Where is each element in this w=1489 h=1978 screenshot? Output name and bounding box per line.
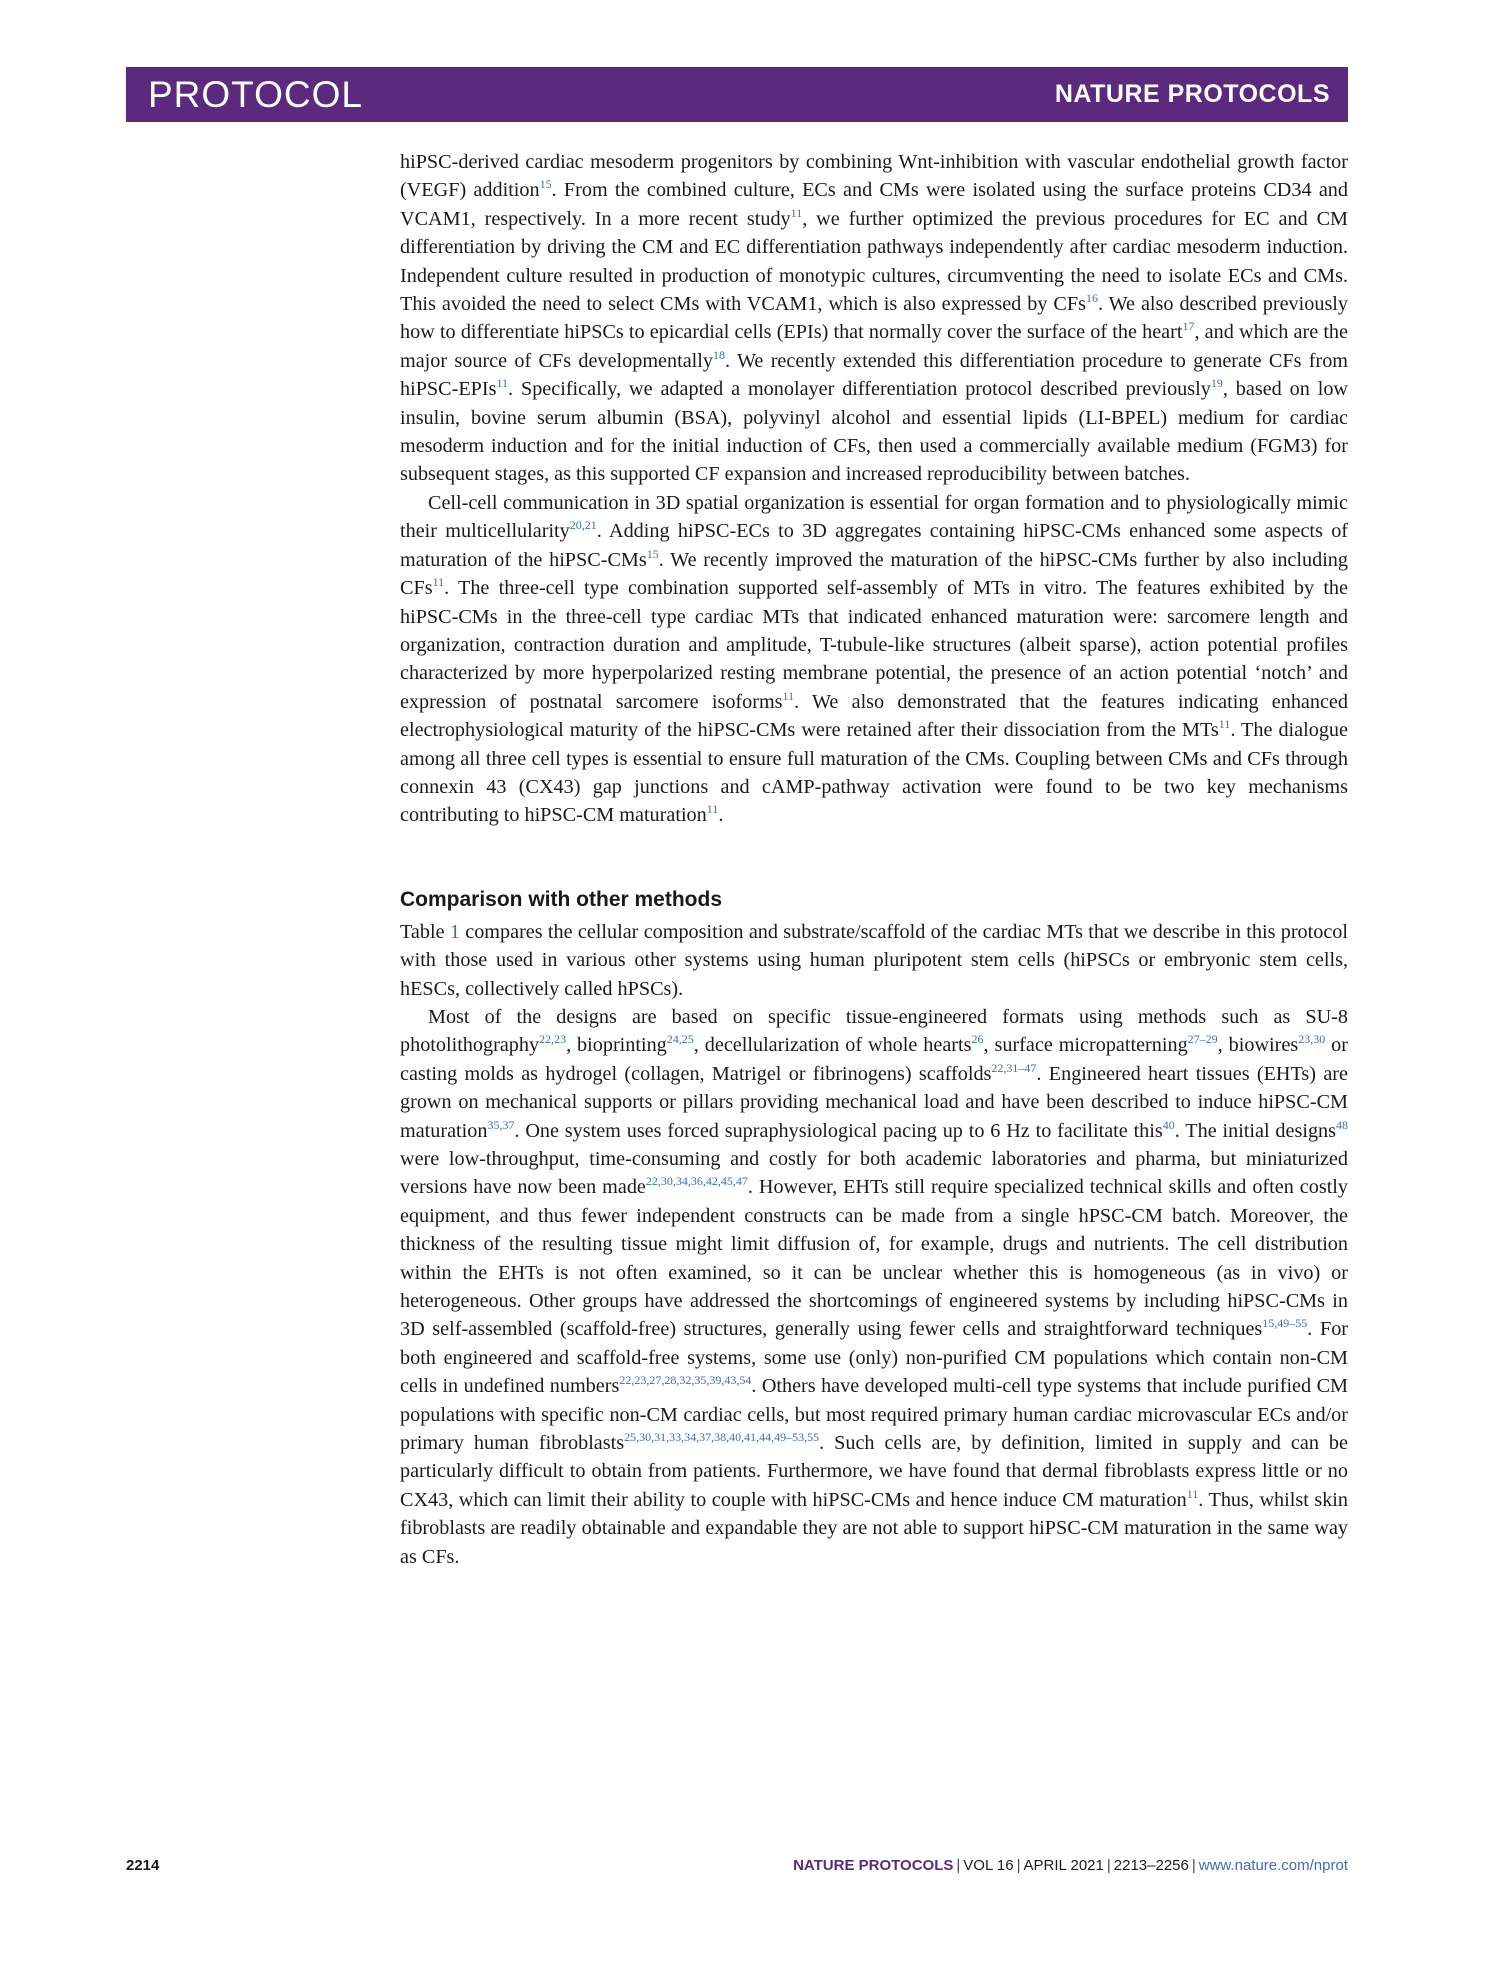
citation-ref[interactable]: 15 [646,546,659,561]
body-paragraph: Table 1 compares the cellular composition and substrate/scaffold of the cardiac MTs that we describe in this protocol with those used in various other systems using human pluripotent stem cells (hiPSCs or embryonic stem cells, hESCs, collectively called hPSCs). [400,920,1349,1000]
section-type-label: PROTOCOL [148,73,363,115]
journal-url-link[interactable]: www.nature.com/nprot [1198,1857,1348,1874]
section-heading: Comparison with other methods [400,887,723,911]
citation-ref[interactable]: 25,30,31,33,34,37,38,40,41,44,49–53,55 [624,1430,820,1445]
citation-ref[interactable]: 11 [790,205,803,220]
citation-ref[interactable]: 35,37 [487,1117,515,1132]
citation-ref[interactable]: 19 [1210,376,1223,391]
citation-ref[interactable]: 22,23 [539,1032,567,1047]
citation-ref[interactable]: 18 [712,347,725,362]
citation-ref[interactable]: 11 [706,802,719,817]
body-paragraph: hiPSC-derived cardiac mesoderm progenitors by combining Wnt-inhibition with vascular endothelial growth factor (VEGF) addition$^{15}$. From the combined culture, ECs and CMs were isolated using the surface proteins CD34 and VCAM1, respectively. In a more recent study$^{11}$, we further optimized the previous procedures for EC and CM differentiation by driving the CM and EC differentiation pathways independently after cardiac mesoderm induction. Independent culture resulted in production of monotypic cultures, circumventing the need to isolate ECs and CMs. This avoided the need to select CMs with VCAM1, which is also expressed by CFs$^{16}$. We also described previously how to differentiate hiPSCs to epicardial cells (EPIs) that normally cover the surface of the heart$^{17}$, and which are the major source of CFs developmentally$^{18}$. We recently extended this differentiation procedure to generate CFs from hiPSC-EPIs$^{11}$. Specifically, we adapted a monolayer differentiation protocol described previously$^{19}$, based on low insulin, bovine serum albumin (BSA), polyvinyl alcohol and essential lipids (LI-BPEL) medium for cardiac mesoderm induction and for the initial induction of CFs, then used a commercially available medium (FGM3) for subsequent stages, as this supported CF expansion and increased reproducibility between batches. [400,151,1349,486]
citation-ref[interactable]: 23,30 [1298,1032,1326,1047]
citation-ref[interactable]: 24,25 [666,1032,694,1047]
page-footer [126,1857,1348,1874]
page-number: 2214 [126,1857,160,1874]
citation-ref[interactable]: 26 [971,1032,984,1047]
citation-ref[interactable]: 16 [1085,291,1098,306]
body-paragraph: Cell-cell communication in 3D spatial organization is essential for organ formation and to physiologically mimic their multicellularity$^{20,21}$. Adding hiPSC-ECs to 3D aggregates containing hiPSC-CMs enhanced some aspects of maturation of the hiPSC-CMs$^{15}$. We recently improved the maturation of the hiPSC-CMs further by also including CFs$^{11}$. The three-cell type combination supported self-assembly of MTs in vitro. The features exhibited by the hiPSC-CMs in the three-cell type cardiac MTs that indicated enhanced maturation were: sarcomere length and organization, contraction duration and amplitude, T-tubule-like structures (albeit sparse), action potential profiles characterized by more hyperpolarized resting membrane potential, the presence of an action potential ‘notch’ and expression of postnatal sarcomere isoforms$^{11}$. We also demonstrated that the features indicating enhanced electrophysiological maturity of the hiPSC-CMs were retained after their dissociation from the MTs$^{11}$. The dialogue among all three cell types is essential to ensure full maturation of the CMs. Coupling between CMs and CFs through connexin 43 (CX43) gap junctions and cAMP-pathway activation were found to be two key mechanisms contributing to hiPSC-CM maturation$^{11}$. [400,491,1349,827]
footer-volume: VOL 16 [963,1857,1014,1874]
body-paragraph: Most of the designs are based on specific tissue-engineered formats using methods such as SU-8 photolithography$^{22,23}$, bioprinting$^{24,25}$, decellularization of whole hearts$^{26}$, surface micropatterning$^{27-29}$, biowires$^{23,30}$ or casting molds as hydrogel (collagen, Matrigel or fibrinogens) scaffolds$^{22,31-47}$. Engineered heart tissues (EHTs) are grown on mechanical supports or pillars providing mechanical load and have been described to induce hiPSC-CM maturation$^{35,37}$. One system uses forced supraphysiological pacing up to 6 Hz to facilitate this$^{40}$. The initial designs$^{48}$ were low-throughput, time-consuming and costly for both academic laboratories and pharma, but miniaturized versions have now been made$^{22,30,34,36,42,45,47}$. However, EHTs still require specialized technical skills and often costly equipment, and thus fewer independent constructs can be made from a single hPSC-CM batch. Moreover, the thickness of the resulting tissue might limit diffusion of, for example, drugs and nutrients. The cell distribution within the EHTs is not often examined, so it can be unclear whether this is homogeneous (as in vivo) or heterogeneous. Other groups have addressed the shortcomings of engineered systems by including hiPSC-CMs in 3D self-assembled (scaffold-free) structures, generally using fewer cells and straightforward techniques$^{15,49-55}$. For both engineered and scaffold-free systems, some use (only) non-purified CM populations which contain non-CM cells in undefined numbers$^{22,23,27,28,32,35,39,43,54}$. Others have developed multi-cell type systems that include purified CM populations with specific non-CM cardiac cells, but most required primary human cardiac microvascular ECs and/or primary human fibroblasts$^{25,30,31,33,34,37,38,40,41,44,49-53,55}$. Such cells are, by definition, limited in supply and can be particularly difficult to obtain from patients. Furthermore, we have found that dermal fibroblasts express little or no CX43, which can limit their ability to couple with hiPSC-CMs and hence induce CM maturation$^{11}$. Thus, whilst skin fibroblasts are readily obtainable and expandable they are not able to support hiPSC-CM maturation in the same way as CFs. [400,1005,1349,1568]
citation-ref[interactable]: 27–29 [1187,1032,1218,1047]
journal-title: NATURE PROTOCOLS [1054,80,1330,108]
citation-ref[interactable]: 40 [1162,1117,1175,1132]
citation-ref[interactable]: 11 [1218,717,1231,732]
article-body [400,148,1348,1571]
citation-ref[interactable]: 22,31–47 [991,1060,1037,1075]
citation-ref[interactable]: 17 [1182,319,1195,334]
citation-ref[interactable]: 11 [1186,1486,1199,1501]
header-banner [126,67,1348,122]
citation-ref[interactable]: 22,30,34,36,42,45,47 [645,1174,748,1189]
citation-ref[interactable]: 11 [496,376,509,391]
citation-ref[interactable]: 11 [432,575,445,590]
citation-line: NATURE PROTOCOLS | VOL 16 | APRIL 2021 | 2213–2256 | www.nature.com/nprot [793,1857,1348,1874]
citation-ref[interactable]: 48 [1336,1117,1348,1132]
citation-ref[interactable]: 22,23,27,28,32,35,39,43,54 [619,1373,752,1388]
footer-pages: 2213–2256 [1113,1857,1189,1874]
table-ref-link[interactable]: 1 [449,920,460,943]
footer-date: APRIL 2021 [1023,1857,1104,1874]
footer-journal: NATURE PROTOCOLS [793,1857,954,1874]
citation-ref[interactable]: 15,49–55 [1262,1316,1308,1331]
citation-ref[interactable]: 20,21 [569,518,597,533]
citation-ref[interactable]: 11 [782,688,795,703]
citation-ref[interactable]: 15 [539,177,552,192]
